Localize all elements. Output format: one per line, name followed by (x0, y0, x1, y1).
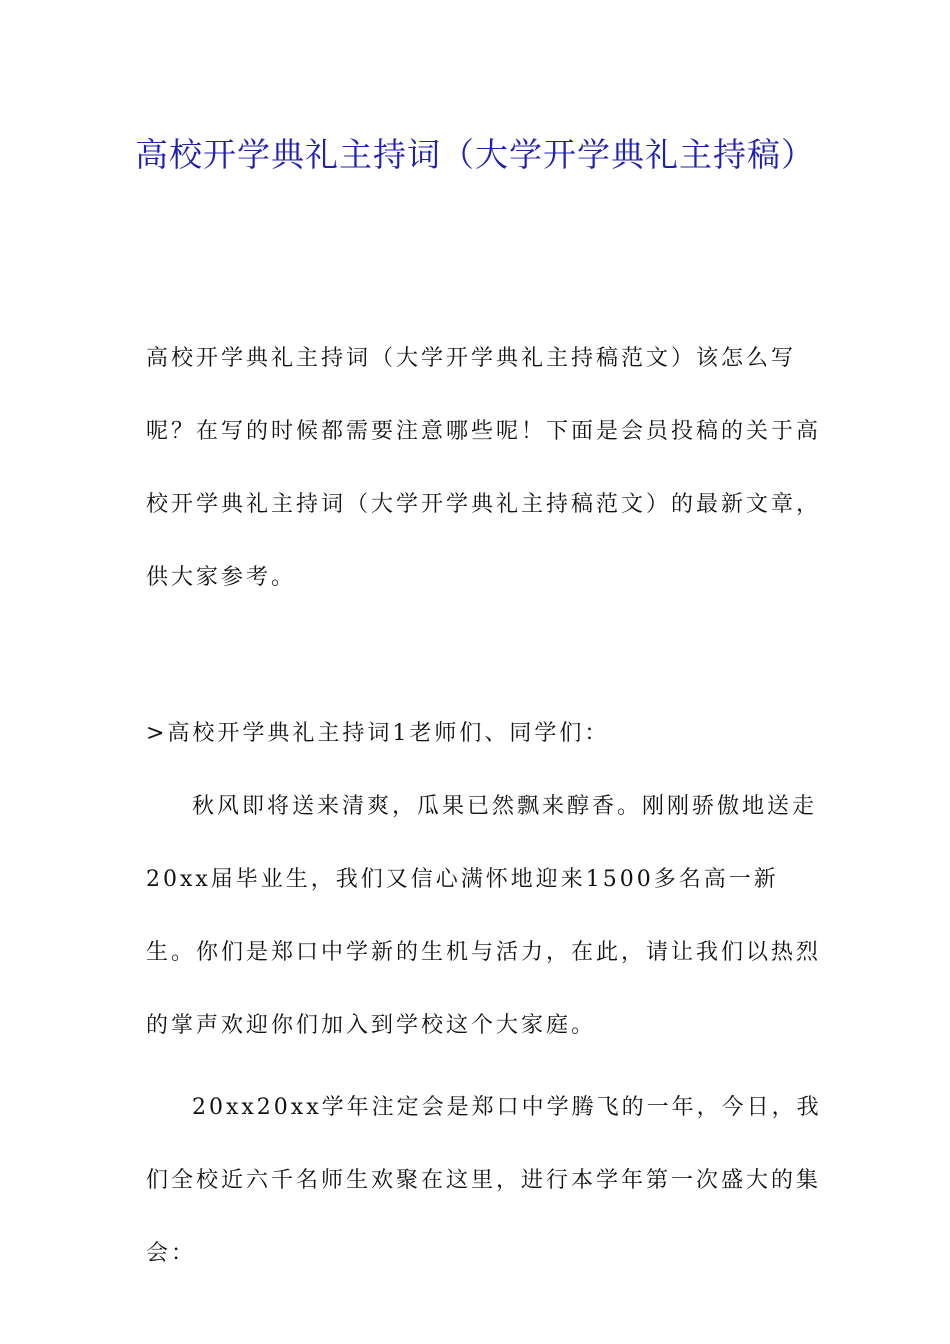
intro-paragraph: 高校开学典礼主持词（大学开学典礼主持稿范文）该怎么写呢？在写的时候都需要注意哪些呢！下面是会员投稿的关于高校开学典礼主持词（大学开学典礼主持稿范文）的最新文章，供大家参考。 (146, 346, 822, 590)
body-paragraph-2: 20xx20xx学年注定会是郑口中学腾飞的一年，今日，我们全校近六千名师生欢聚在这里，进行本学年第一次盛大的集会： (146, 1095, 822, 1266)
section-heading-paragraph: >高校开学典礼主持词1老师们、同学们： (146, 721, 610, 746)
body-paragraph-1: 秋风即将送来清爽，瓜果已然飘来醇香。刚刚骄傲地送走20xx届毕业生，我们又信心满怀地迎来1500多名高一新生。你们是郑口中学新的生机与活力，在此，请让我们以热烈的掌声欢迎你们加入到学校这个大家庭。 (146, 794, 822, 1038)
document-title: 高校开学典礼主持词（大学开学典礼主持稿） (135, 135, 815, 174)
